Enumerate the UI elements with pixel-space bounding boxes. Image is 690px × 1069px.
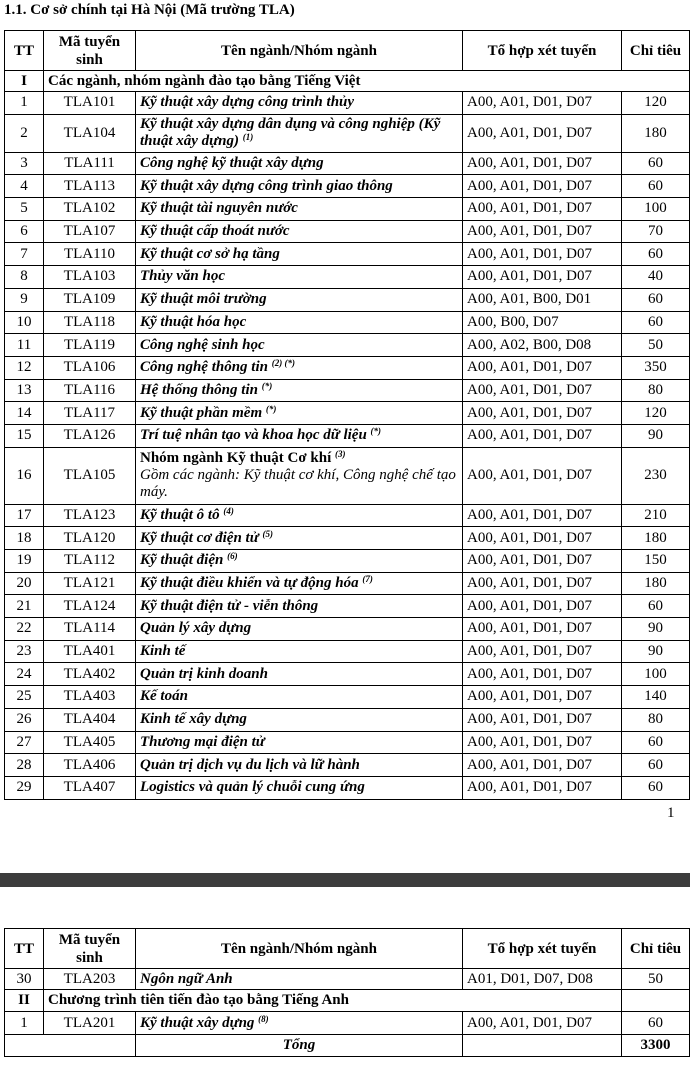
row-number: 9 bbox=[5, 288, 44, 311]
header-quota: Chỉ tiêu bbox=[622, 31, 690, 71]
quota: 90 bbox=[622, 640, 690, 663]
program-name-text: Thương mại điện tử bbox=[140, 733, 265, 750]
quota: 60 bbox=[622, 1012, 690, 1035]
subject-combination: A00, A01, D01, D07 bbox=[463, 663, 622, 686]
table-row bbox=[5, 334, 690, 357]
program-name bbox=[136, 198, 463, 221]
subject-combination: A01, D01, D07, D08 bbox=[463, 969, 622, 990]
program-name bbox=[136, 708, 463, 731]
total-empty-combo bbox=[463, 1035, 622, 1057]
program-name-text: Kỹ thuật xây dựng công trình thủy bbox=[140, 94, 355, 111]
program-name-text: Quản trị dịch vụ du lịch và lữ hành bbox=[140, 756, 360, 773]
header-tt: TT bbox=[5, 929, 44, 969]
quota: 60 bbox=[622, 731, 690, 754]
row-number: 18 bbox=[5, 527, 44, 550]
row-number: 1 bbox=[5, 1012, 44, 1035]
subject-combination: A00, A01, D01, D07 bbox=[463, 402, 622, 425]
table-row bbox=[5, 708, 690, 731]
program-code: TLA124 bbox=[44, 595, 136, 618]
quota: 210 bbox=[622, 504, 690, 527]
quota: 180 bbox=[622, 114, 690, 152]
quota: 100 bbox=[622, 663, 690, 686]
program-name-text: Kỹ thuật xây dựng bbox=[140, 1014, 255, 1031]
program-code: TLA117 bbox=[44, 402, 136, 425]
program-code: TLA401 bbox=[44, 640, 136, 663]
program-name-text: Thủy văn học bbox=[140, 268, 226, 285]
row-number: 12 bbox=[5, 356, 44, 379]
quota: 100 bbox=[622, 198, 690, 221]
table-row bbox=[5, 266, 690, 289]
subject-combination: A00, A01, D01, D07 bbox=[463, 152, 622, 175]
program-name bbox=[136, 776, 463, 799]
quota: 80 bbox=[622, 708, 690, 731]
page-separator bbox=[0, 873, 690, 887]
program-name-text: Công nghệ sinh học bbox=[140, 336, 265, 353]
quota: 230 bbox=[622, 447, 690, 504]
program-name bbox=[136, 424, 463, 447]
program-name bbox=[136, 288, 463, 311]
program-name-text: Kỹ thuật cơ điện tử bbox=[140, 529, 259, 546]
admission-table bbox=[4, 30, 690, 800]
program-code: TLA112 bbox=[44, 550, 136, 573]
table-row bbox=[5, 92, 690, 115]
program-name bbox=[136, 311, 463, 334]
program-name bbox=[136, 1012, 463, 1035]
section-title: Chương trình tiên tiến đào tạo bằng Tiếng Anh bbox=[44, 990, 622, 1012]
program-name-text: Kế toán bbox=[140, 688, 188, 705]
table-row bbox=[5, 663, 690, 686]
row-number: 21 bbox=[5, 595, 44, 618]
quota: 120 bbox=[622, 92, 690, 115]
subject-combination: A00, A01, D01, D07 bbox=[463, 550, 622, 573]
row-number: 3 bbox=[5, 152, 44, 175]
program-name bbox=[136, 663, 463, 686]
program-code: TLA102 bbox=[44, 198, 136, 221]
row-number: 15 bbox=[5, 424, 44, 447]
program-name bbox=[136, 379, 463, 402]
total-row bbox=[5, 1035, 690, 1057]
program-name-text: Kinh tế xây dựng bbox=[140, 711, 247, 728]
program-name-text: Kỹ thuật điều khiển và tự động hóa bbox=[140, 575, 359, 592]
footnote-marker: (8) bbox=[258, 1013, 269, 1024]
subject-combination: A00, A01, D01, D07 bbox=[463, 708, 622, 731]
program-code: TLA113 bbox=[44, 175, 136, 198]
program-code: TLA120 bbox=[44, 527, 136, 550]
table-row bbox=[5, 969, 690, 990]
row-number: 29 bbox=[5, 776, 44, 799]
row-number: 22 bbox=[5, 618, 44, 641]
total-value: 3300 bbox=[622, 1035, 690, 1057]
program-name bbox=[136, 152, 463, 175]
program-name-text: Công nghệ thông tin bbox=[140, 359, 268, 376]
quota: 140 bbox=[622, 686, 690, 709]
row-number: 19 bbox=[5, 550, 44, 573]
program-name bbox=[136, 572, 463, 595]
program-name-text: Kỹ thuật hóa học bbox=[140, 313, 247, 330]
table-row bbox=[5, 175, 690, 198]
table-header-row bbox=[5, 929, 690, 969]
program-code: TLA203 bbox=[44, 969, 136, 990]
header-name: Tên ngành/Nhóm ngành bbox=[136, 31, 463, 71]
program-name bbox=[136, 402, 463, 425]
subject-combination: A00, A01, D01, D07 bbox=[463, 618, 622, 641]
subject-combination: A00, A01, D01, D07 bbox=[463, 504, 622, 527]
program-code: TLA201 bbox=[44, 1012, 136, 1035]
header-code: Mã tuyển sinh bbox=[44, 31, 136, 71]
program-code: TLA118 bbox=[44, 311, 136, 334]
header-combo: Tổ hợp xét tuyển bbox=[463, 929, 622, 969]
total-label: Tổng bbox=[136, 1035, 463, 1057]
program-code: TLA407 bbox=[44, 776, 136, 799]
program-name-text: Kỹ thuật phần mềm bbox=[140, 404, 263, 421]
program-code: TLA101 bbox=[44, 92, 136, 115]
section-row bbox=[5, 71, 690, 92]
program-name-text: Kỹ thuật tài nguyên nước bbox=[140, 200, 298, 217]
program-name bbox=[136, 640, 463, 663]
quota: 60 bbox=[622, 152, 690, 175]
program-code: TLA405 bbox=[44, 731, 136, 754]
program-name-text: Trí tuệ nhân tạo và khoa học dữ liệu bbox=[140, 427, 367, 444]
quota: 40 bbox=[622, 266, 690, 289]
row-number: 23 bbox=[5, 640, 44, 663]
table-row bbox=[5, 731, 690, 754]
program-code: TLA104 bbox=[44, 114, 136, 152]
table-row bbox=[5, 776, 690, 799]
table-row bbox=[5, 504, 690, 527]
program-name bbox=[136, 550, 463, 573]
program-code: TLA403 bbox=[44, 686, 136, 709]
program-name bbox=[136, 969, 463, 990]
subject-combination: A00, A01, D01, D07 bbox=[463, 198, 622, 221]
row-number: 27 bbox=[5, 731, 44, 754]
subject-combination: A00, A01, D01, D07 bbox=[463, 379, 622, 402]
program-name-text: Hệ thống thông tin bbox=[140, 381, 258, 398]
table-row bbox=[5, 311, 690, 334]
program-code: TLA111 bbox=[44, 152, 136, 175]
program-name bbox=[136, 731, 463, 754]
admission-table-continued bbox=[4, 928, 690, 1057]
table-row bbox=[5, 288, 690, 311]
program-name-text: Kinh tế bbox=[140, 643, 186, 660]
program-name bbox=[136, 114, 463, 152]
footnote-marker: (4) bbox=[223, 505, 234, 516]
section-number: II bbox=[5, 990, 44, 1012]
subject-combination: A00, A01, D01, D07 bbox=[463, 220, 622, 243]
quota: 60 bbox=[622, 311, 690, 334]
program-code: TLA119 bbox=[44, 334, 136, 357]
program-name bbox=[136, 754, 463, 777]
table-row bbox=[5, 220, 690, 243]
subject-combination: A00, A01, D01, D07 bbox=[463, 447, 622, 504]
program-name-text: Kỹ thuật cấp thoát nước bbox=[140, 223, 290, 240]
section-number: I bbox=[5, 71, 44, 92]
subject-combination: A00, A01, D01, D07 bbox=[463, 1012, 622, 1035]
table-row bbox=[5, 640, 690, 663]
row-number: 30 bbox=[5, 969, 44, 990]
program-name-text: Kỹ thuật xây dựng công trình giao thông bbox=[140, 177, 393, 194]
row-number: 5 bbox=[5, 198, 44, 221]
row-number: 8 bbox=[5, 266, 44, 289]
table-row bbox=[5, 114, 690, 152]
page-number: 1 bbox=[667, 805, 675, 821]
program-name bbox=[136, 447, 463, 504]
table-row bbox=[5, 424, 690, 447]
header-tt: TT bbox=[5, 31, 44, 71]
program-name-text: Kỹ thuật ô tô bbox=[140, 506, 220, 523]
table-row bbox=[5, 379, 690, 402]
quota: 90 bbox=[622, 424, 690, 447]
row-number: 1 bbox=[5, 92, 44, 115]
header-combo: Tổ hợp xét tuyển bbox=[463, 31, 622, 71]
row-number: 2 bbox=[5, 114, 44, 152]
program-code: TLA404 bbox=[44, 708, 136, 731]
table-row bbox=[5, 527, 690, 550]
program-name bbox=[136, 220, 463, 243]
table-row bbox=[5, 243, 690, 266]
subject-combination: A00, A01, D01, D07 bbox=[463, 640, 622, 663]
header-name: Tên ngành/Nhóm ngành bbox=[136, 929, 463, 969]
table-row bbox=[5, 595, 690, 618]
quota: 120 bbox=[622, 402, 690, 425]
subject-combination: A00, A01, D01, D07 bbox=[463, 175, 622, 198]
table-row bbox=[5, 572, 690, 595]
program-code: TLA109 bbox=[44, 288, 136, 311]
row-number: 4 bbox=[5, 175, 44, 198]
footnote-marker: (6) bbox=[227, 551, 238, 562]
program-name-text: Quản trị kinh doanh bbox=[140, 665, 268, 682]
program-name bbox=[136, 92, 463, 115]
subject-combination: A00, A01, B00, D01 bbox=[463, 288, 622, 311]
subject-combination: A00, A01, D01, D07 bbox=[463, 527, 622, 550]
quota: 70 bbox=[622, 220, 690, 243]
program-code: TLA402 bbox=[44, 663, 136, 686]
quota: 150 bbox=[622, 550, 690, 573]
row-number: 20 bbox=[5, 572, 44, 595]
program-code: TLA116 bbox=[44, 379, 136, 402]
quota: 80 bbox=[622, 379, 690, 402]
program-name-text: Kỹ thuật điện bbox=[140, 552, 224, 569]
row-number: 6 bbox=[5, 220, 44, 243]
quota: 60 bbox=[622, 175, 690, 198]
program-name-text: Quản lý xây dựng bbox=[140, 620, 252, 637]
quota: 60 bbox=[622, 288, 690, 311]
program-name-text: Logistics và quản lý chuỗi cung ứng bbox=[140, 779, 365, 796]
table-row bbox=[5, 447, 690, 504]
program-code: TLA106 bbox=[44, 356, 136, 379]
footnote-marker: (*) bbox=[370, 426, 382, 437]
subject-combination: A00, A01, D01, D07 bbox=[463, 92, 622, 115]
program-name bbox=[136, 334, 463, 357]
quota: 90 bbox=[622, 618, 690, 641]
group-description-items: Kỹ thuật cơ khí, Công nghệ chế tạo máy. bbox=[140, 467, 456, 501]
table-row bbox=[5, 754, 690, 777]
program-name bbox=[136, 504, 463, 527]
section-row bbox=[5, 990, 690, 1012]
quota: 60 bbox=[622, 754, 690, 777]
program-name bbox=[136, 686, 463, 709]
section-empty-cell bbox=[622, 990, 690, 1012]
program-name bbox=[136, 618, 463, 641]
program-name bbox=[136, 175, 463, 198]
subject-combination: A00, A01, D01, D07 bbox=[463, 266, 622, 289]
quota: 180 bbox=[622, 572, 690, 595]
table-row bbox=[5, 618, 690, 641]
program-name-text: Kỹ thuật xây dựng dân dụng và công nghiệp (Kỹ thuật xây dựng) bbox=[140, 116, 441, 150]
table-row bbox=[5, 402, 690, 425]
subject-combination: A00, A01, D01, D07 bbox=[463, 731, 622, 754]
program-name-text: Kỹ thuật cơ sở hạ tầng bbox=[140, 245, 280, 262]
header-quota: Chỉ tiêu bbox=[622, 929, 690, 969]
program-name bbox=[136, 243, 463, 266]
program-name-text: Công nghệ kỹ thuật xây dựng bbox=[140, 155, 324, 172]
program-name bbox=[136, 266, 463, 289]
quota: 180 bbox=[622, 527, 690, 550]
quota: 350 bbox=[622, 356, 690, 379]
program-name bbox=[136, 595, 463, 618]
row-number: 13 bbox=[5, 379, 44, 402]
footnote-marker: (*) bbox=[261, 380, 273, 391]
subject-combination: A00, A02, B00, D08 bbox=[463, 334, 622, 357]
program-name-text: Ngôn ngữ Anh bbox=[140, 970, 233, 987]
quota: 60 bbox=[622, 595, 690, 618]
table-row bbox=[5, 1012, 690, 1035]
row-number: 7 bbox=[5, 243, 44, 266]
program-code: TLA103 bbox=[44, 266, 136, 289]
subject-combination: A00, A01, D01, D07 bbox=[463, 243, 622, 266]
subject-combination: A00, A01, D01, D07 bbox=[463, 754, 622, 777]
quota: 50 bbox=[622, 334, 690, 357]
table-row bbox=[5, 686, 690, 709]
program-code: TLA107 bbox=[44, 220, 136, 243]
program-code: TLA123 bbox=[44, 504, 136, 527]
row-number: 26 bbox=[5, 708, 44, 731]
subject-combination: A00, B00, D07 bbox=[463, 311, 622, 334]
table-row bbox=[5, 356, 690, 379]
row-number: 10 bbox=[5, 311, 44, 334]
footnote-marker: (5) bbox=[262, 528, 273, 539]
table-row bbox=[5, 550, 690, 573]
group-title: Nhóm ngành Kỹ thuật Cơ khí bbox=[140, 450, 332, 467]
row-number: 17 bbox=[5, 504, 44, 527]
group-description bbox=[140, 467, 456, 500]
program-name bbox=[136, 356, 463, 379]
row-number: 16 bbox=[5, 447, 44, 504]
group-description-prefix: Gồm các ngành: bbox=[140, 467, 244, 484]
header-code: Mã tuyển sinh bbox=[44, 929, 136, 969]
quota: 60 bbox=[622, 776, 690, 799]
footnote-marker: (1) bbox=[242, 132, 254, 143]
program-code: TLA110 bbox=[44, 243, 136, 266]
footnote-marker: (2) (*) bbox=[271, 358, 295, 369]
row-number: 25 bbox=[5, 686, 44, 709]
program-name-text: Kỹ thuật điện tử - viễn thông bbox=[140, 597, 319, 614]
footnote-marker: (3) bbox=[335, 449, 346, 460]
program-name-text: Kỹ thuật môi trường bbox=[140, 291, 267, 308]
footnote-marker: (7) bbox=[362, 574, 373, 585]
subject-combination: A00, A01, D01, D07 bbox=[463, 595, 622, 618]
table-row bbox=[5, 152, 690, 175]
row-number: 24 bbox=[5, 663, 44, 686]
subject-combination: A00, A01, D01, D07 bbox=[463, 572, 622, 595]
program-code: TLA114 bbox=[44, 618, 136, 641]
quota: 60 bbox=[622, 243, 690, 266]
subject-combination: A00, A01, D01, D07 bbox=[463, 686, 622, 709]
subject-combination: A00, A01, D01, D07 bbox=[463, 114, 622, 152]
section-heading: 1.1. Cơ sở chính tại Hà Nội (Mã trường TLA) bbox=[4, 2, 295, 18]
total-empty-cell bbox=[5, 1035, 136, 1057]
section-title: Các ngành, nhóm ngành đào tạo bằng Tiếng Việt bbox=[44, 71, 690, 92]
row-number: 14 bbox=[5, 402, 44, 425]
row-number: 11 bbox=[5, 334, 44, 357]
quota: 50 bbox=[622, 969, 690, 990]
program-code: TLA406 bbox=[44, 754, 136, 777]
table-row bbox=[5, 198, 690, 221]
subject-combination: A00, A01, D01, D07 bbox=[463, 776, 622, 799]
row-number: 28 bbox=[5, 754, 44, 777]
program-code: TLA126 bbox=[44, 424, 136, 447]
table-header-row bbox=[5, 31, 690, 71]
program-code: TLA121 bbox=[44, 572, 136, 595]
footnote-marker: (*) bbox=[265, 403, 277, 414]
program-name bbox=[136, 527, 463, 550]
subject-combination: A00, A01, D01, D07 bbox=[463, 356, 622, 379]
program-code: TLA105 bbox=[44, 447, 136, 504]
subject-combination: A00, A01, D01, D07 bbox=[463, 424, 622, 447]
